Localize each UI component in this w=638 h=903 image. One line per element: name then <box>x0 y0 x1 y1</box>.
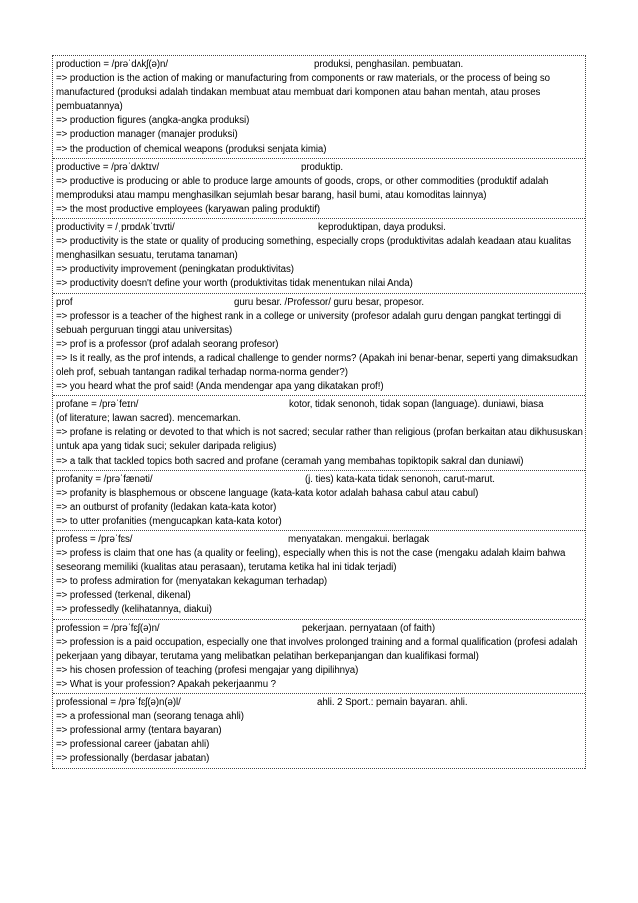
dictionary-entry <box>53 531 585 620</box>
dictionary-entry <box>53 620 585 694</box>
entry-translation: kotor, tidak senonoh, tidak sopan (language). duniawi, biasa <box>289 399 544 411</box>
entry-line: => the production of chemical weapons (produksi senjata kimia) <box>56 143 327 155</box>
entry-translation: produksi, penghasilan. pembuatan. <box>314 59 464 70</box>
entry-term: professional = /prəˈfɛʃ(ə)n(ə)l/ <box>56 697 181 709</box>
entry-line: => to utter profanities (mengucapkan kata-kata kotor) <box>56 515 282 527</box>
entry-line: => productivity is the state or quality of producing something, especially crops (produktivitas adalah keadaan atau kualitas menghasilkan sesuatu, terutama tanaman) <box>56 236 572 262</box>
entry-line: => productivity doesn't define your worth (produktivitas tidak menentukan nilai Anda) <box>56 278 413 290</box>
entry-translation: ahli. 2 Sport.: pemain bayaran. ahli. <box>317 697 468 709</box>
entry-line: => profess is claim that one has (a quality or feeling), especially when this is not the case (mengaku adalah klaim bahwa seseorang memiliki (kualitas atau perasaan), terutama ketika hal ini tidak terjadi) <box>56 548 566 574</box>
entry-term: productive = /prəˈdʌktɪv/ <box>56 161 160 173</box>
entry-headline <box>56 58 583 72</box>
entry-line: => professedly (kelihatannya, diakui) <box>56 604 212 616</box>
entry-line: (of literature; lawan sacred). mencemarkan. <box>56 413 241 425</box>
dictionary-table <box>52 55 586 769</box>
dictionary-entry <box>53 396 585 470</box>
entry-term: prof <box>56 296 73 308</box>
entry-line: => productive is producing or able to produce large amounts of goods, crops, or other commodities (produktif adalah memproduksi atau mampu menghasilkan sejumlah besar barang, hasil bumi, atau komoditas lainnya) <box>56 175 549 201</box>
entry-line: => prof is a professor (prof adalah seorang profesor) <box>56 338 279 350</box>
entry-line: => his chosen profession of teaching (profesi mengajar yang dipilihnya) <box>56 664 359 676</box>
dictionary-entry <box>53 471 585 531</box>
entry-line: => production is the action of making or manufacturing from components or raw materials, or the process of being so manufactured (produksi adalah tindakan membuat atau membuat dari komponen atau bahan mentah, atau proses pembuatannya) <box>56 73 550 113</box>
entry-translation: (j. ties) kata-kata tidak senonoh, carut-marut. <box>305 473 495 485</box>
entry-line: => to profess admiration for (menyatakan kekaguman terhadap) <box>56 576 328 588</box>
dictionary-entry <box>53 159 585 219</box>
entry-line: => productivity improvement (peningkatan produktivitas) <box>56 264 294 276</box>
entry-translation: pekerjaan. pernyataan (of faith) <box>302 622 436 634</box>
entry-line: => professional army (tentara bayaran) <box>56 725 222 737</box>
entry-line: => professed (terkenal, dikenal) <box>56 590 191 602</box>
entry-line: => professor is a teacher of the highest rank in a college or university (profesor adalah guru dengan pangkat tertinggi di sebuah perguruan tinggi atau universitas) <box>56 310 561 336</box>
entry-line: => What is your profession? Apakah pekerjaanmu ? <box>56 678 277 690</box>
entry-line: => profanity is blasphemous or obscene language (kata-kata kotor adalah bahasa cabul atau cabul) <box>56 487 479 499</box>
entry-line: => profane is relating or devoted to that which is not sacred; secular rather than religious (profan berkaitan atau dikhususkan untuk apa yang tidak suci; sekuler daripada religius) <box>56 427 583 453</box>
entry-term: production = /prəˈdʌkʃ(ə)n/ <box>56 59 168 70</box>
entry-line: => production manager (manajer produksi) <box>56 129 238 141</box>
dictionary-entry <box>53 694 585 768</box>
entry-translation: menyatakan. mengakui. berlagak <box>288 534 430 545</box>
entry-term: profane = /prəˈfeɪn/ <box>56 399 139 411</box>
entry-term: profanity = /prəˈfænəti/ <box>56 473 153 485</box>
entry-headline <box>56 221 583 235</box>
entry-headline <box>56 696 583 710</box>
entry-line: => you heard what the prof said! (Anda mendengar apa yang dikatakan prof!) <box>56 381 384 393</box>
entry-line: => a talk that tackled topics both sacred and profane (ceramah yang membahas topiktopik sakral dan duniawi) <box>56 455 524 467</box>
dictionary-entry <box>53 219 585 293</box>
entry-headline <box>56 622 583 636</box>
entry-term: productivity = /ˌprɒdʌkˈtɪvɪti/ <box>56 222 175 234</box>
entry-term: profession = /prəˈfɛʃ(ə)n/ <box>56 622 160 634</box>
entry-headline <box>56 398 583 412</box>
entry-term: profess = /prəˈfɛs/ <box>56 534 133 545</box>
entry-translation: guru besar. /Professor/ guru besar, propesor. <box>234 296 424 308</box>
dictionary-entry <box>53 294 585 397</box>
entry-line: => profession is a paid occupation, especially one that involves prolonged training and a formal qualification (profesi adalah pekerjaan yang dibayar, terutama yang melibatkan pelatihan berkepanjangan dan kualifikasi formal) <box>56 636 578 662</box>
entry-translation: keproduktipan, daya produksi. <box>318 222 446 234</box>
entry-line: => an outburst of profanity (ledakan kata-kata kotor) <box>56 501 277 513</box>
entry-line: => production figures (angka-angka produksi) <box>56 115 250 127</box>
entry-headline <box>56 296 583 310</box>
entry-line: => professional career (jabatan ahli) <box>56 739 210 751</box>
entry-translation: produktip. <box>301 161 344 173</box>
entry-headline <box>56 533 583 547</box>
entry-headline <box>56 473 583 487</box>
entry-line: => the most productive employees (karyawan paling produktif) <box>56 203 321 215</box>
entry-line: => Is it really, as the prof intends, a radical challenge to gender norms? (Apakah ini benar-benar, seperti yang dimaksudkan oleh prof, sebuah tantangan radikal terhadap norma-norma gender?) <box>56 352 578 378</box>
entry-line: => professionally (berdasar jabatan) <box>56 753 210 765</box>
entry-line: => a professional man (seorang tenaga ahli) <box>56 711 244 723</box>
dictionary-entry <box>53 56 585 159</box>
entry-headline <box>56 161 583 175</box>
